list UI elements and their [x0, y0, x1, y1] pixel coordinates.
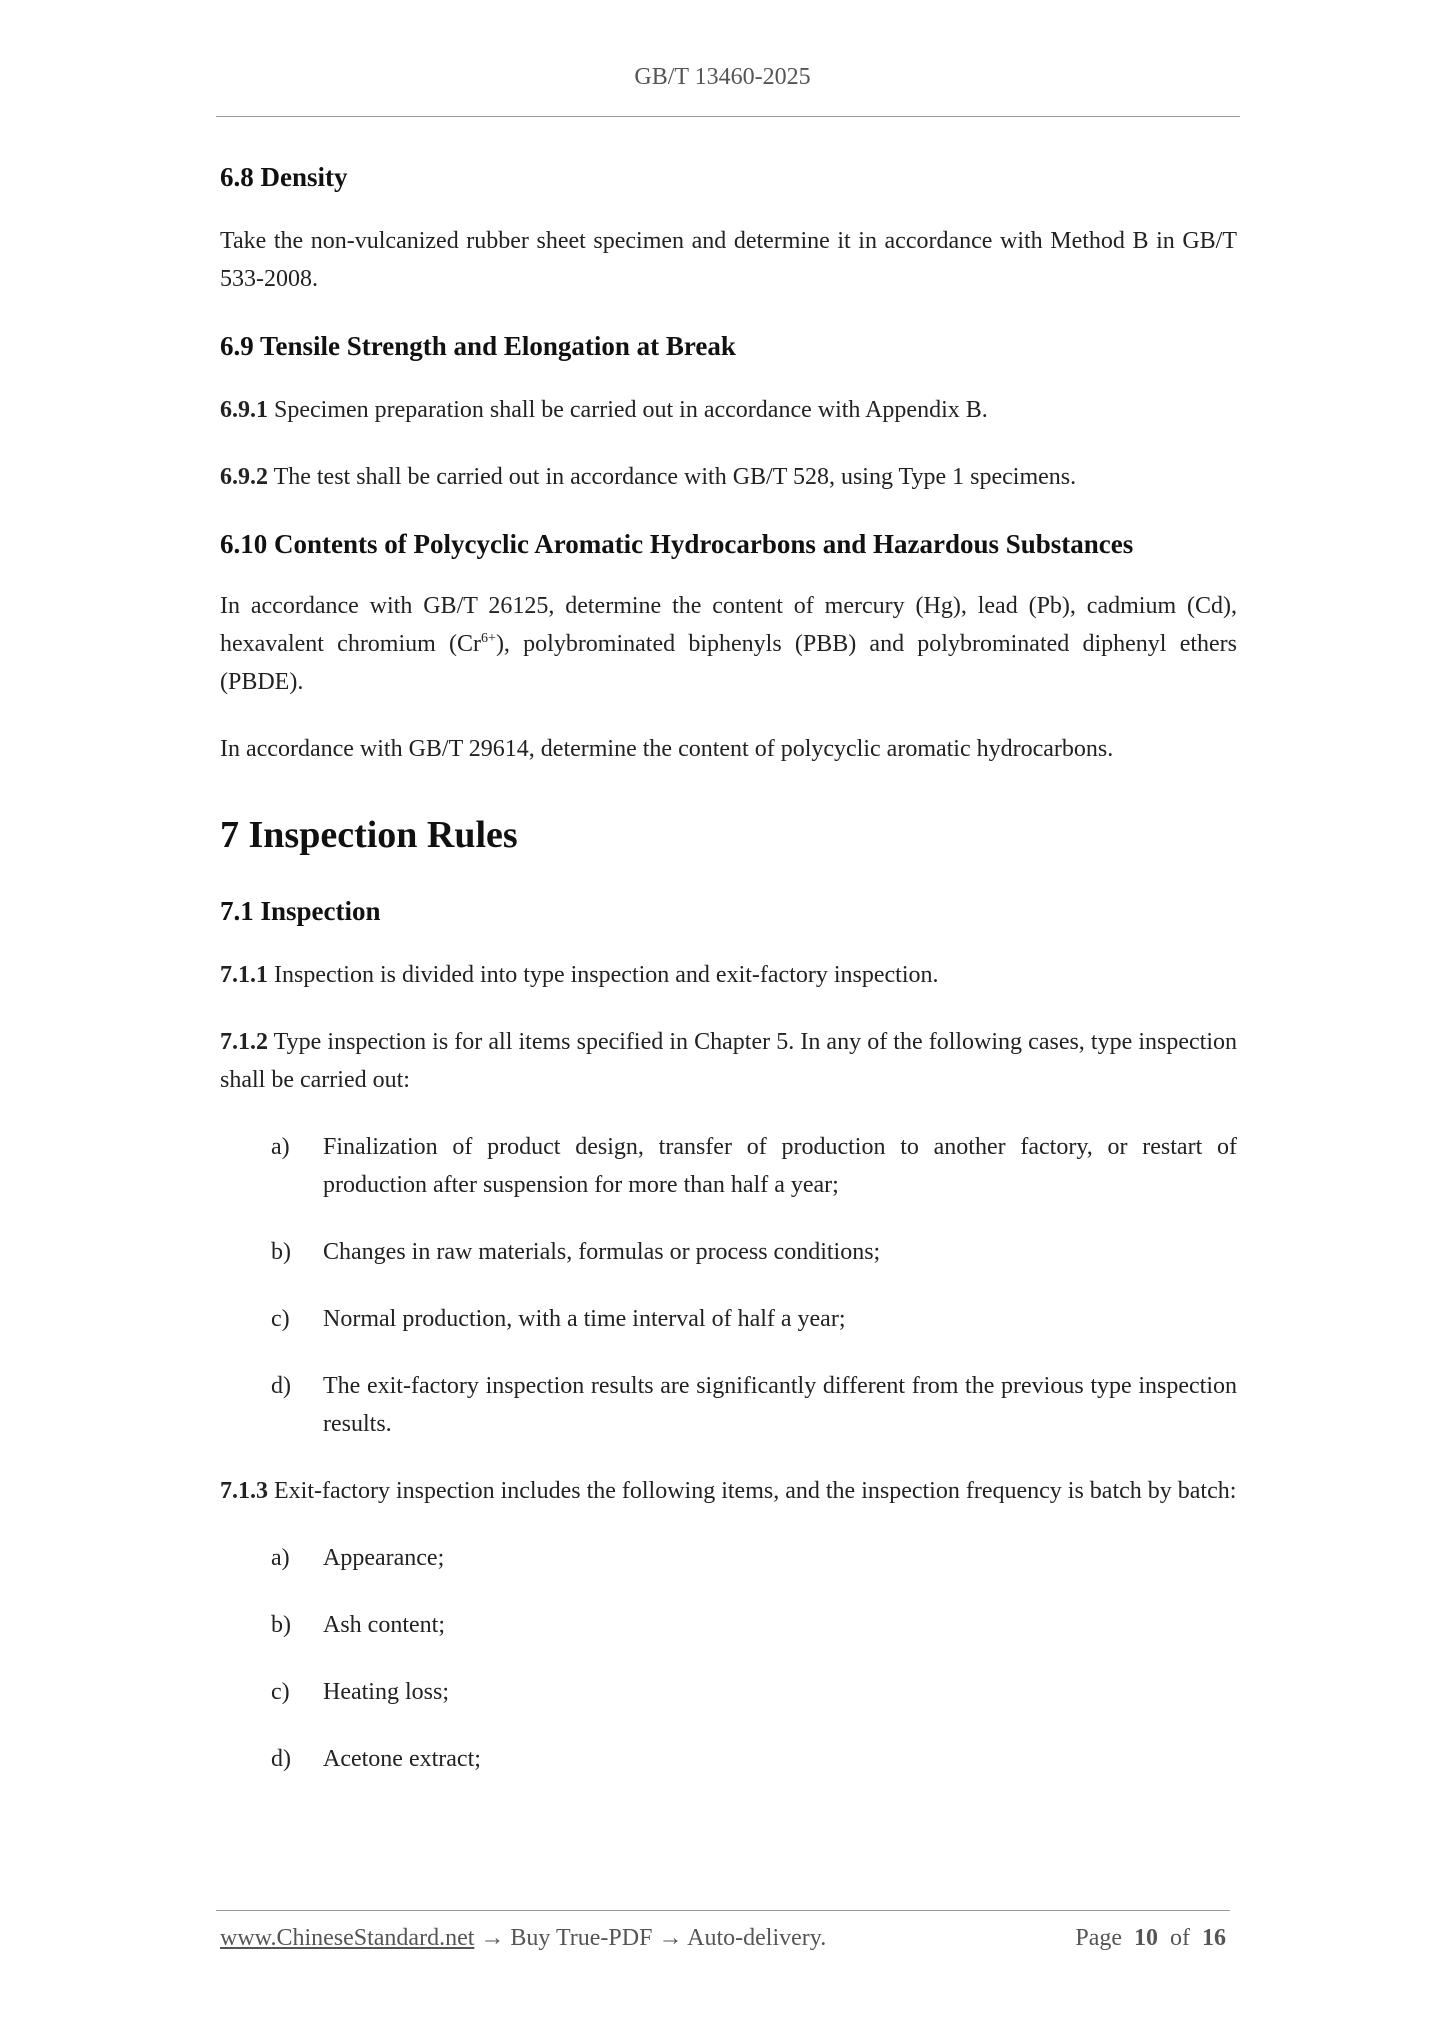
heading-6-10: 6.10 Contents of Polycyclic Aromatic Hydrocarbons and Hazardous Substances — [220, 529, 1134, 559]
footer-promo — [220, 1925, 826, 1952]
heading-6-8: 6.8 Density — [220, 162, 348, 192]
clause-text: Inspection is divided into type inspection and exit-factory inspection. — [268, 962, 939, 988]
header-rule — [216, 116, 1240, 117]
clause-text: Exit-factory inspection includes the following items, and the inspection frequency is batch by batch: — [268, 1478, 1237, 1504]
paragraph-7-1-2 — [220, 1023, 1237, 1099]
page-footer — [220, 1925, 1230, 1959]
footer-rule — [216, 1910, 1230, 1911]
paragraph-7-1-3 — [220, 1472, 1237, 1510]
clause-number: 6.9.1 — [220, 397, 268, 423]
arrow-right-icon: → — [652, 1925, 688, 1951]
heading-7: 7 Inspection Rules — [220, 814, 518, 856]
paragraph-6-10-pah: In accordance with GB/T 29614, determine the content of polycyclic aromatic hydrocarbons. — [220, 736, 1114, 762]
list-item: b) Changes in raw materials, formulas or process conditions; — [271, 1239, 881, 1265]
paragraph-7-1-1 — [220, 956, 1237, 994]
paragraph-6-8: Take the non-vulcanized rubber sheet specimen and determine it in accordance with Method B in GB/T 533-2008. — [220, 228, 1237, 292]
clause-text: Specimen preparation shall be carried out in accordance with Appendix B. — [268, 397, 988, 423]
clause-number: 7.1.2 — [220, 1029, 268, 1055]
page-content — [220, 158, 1237, 1807]
heading-7-1: 7.1 Inspection — [220, 896, 381, 926]
paragraph-6-9-1 — [220, 391, 1237, 429]
type-inspection-cases-list — [220, 1128, 1237, 1443]
list-item: a) Appearance; — [271, 1545, 445, 1571]
clause-text: The test shall be carried out in accordance with GB/T 528, using Type 1 specimens. — [268, 464, 1077, 490]
list-item: d) The exit-factory inspection results are significantly different from the previous type inspection results. — [271, 1373, 1237, 1437]
clause-number: 6.9.2 — [220, 464, 268, 490]
list-item: c) Heating loss; — [271, 1679, 449, 1705]
list-item: c) Normal production, with a time interval of half a year; — [271, 1306, 846, 1332]
clause-text: Type inspection is for all items specified in Chapter 5. In any of the following cases, type inspection shall be carried out: — [220, 1029, 1237, 1093]
clause-number: 7.1.1 — [220, 962, 268, 988]
paragraph-6-10-hazardous: In accordance with GB/T 26125, determine the content of mercury (Hg), lead (Pb), cadmium (Cd), hexavalent chromium $(Cr^{6+})$, polybrominated biphenyls (PBB) and polybrominated diphenyl ethers (PBDE). — [220, 593, 1237, 695]
superscript: 6+ — [481, 631, 496, 646]
document-header: GB/T 13460-2025 — [634, 64, 811, 90]
arrow-right-icon: → — [474, 1925, 511, 1951]
site-link[interactable]: www.ChineseStandard.net — [220, 1925, 475, 1951]
list-item: b) Ash content; — [271, 1612, 445, 1638]
list-item: d) Acetone extract; — [271, 1746, 481, 1772]
clause-number: 7.1.3 — [220, 1478, 268, 1504]
delivery-text: Auto-delivery. — [687, 1925, 827, 1951]
exit-factory-items-list — [220, 1539, 1237, 1778]
buy-text: Buy True-PDF — [510, 1925, 653, 1951]
page-indicator: Page 10 of 16 — [1075, 1925, 1226, 1951]
paragraph-6-9-2 — [220, 458, 1237, 496]
list-item: a) Finalization of product design, transfer of production to another factory, or restart of production after suspension for more than half a year; — [271, 1134, 1237, 1198]
heading-6-9: 6.9 Tensile Strength and Elongation at Break — [220, 331, 736, 361]
total-pages: 16 — [1202, 1925, 1226, 1951]
page-number: 10 — [1134, 1925, 1158, 1951]
